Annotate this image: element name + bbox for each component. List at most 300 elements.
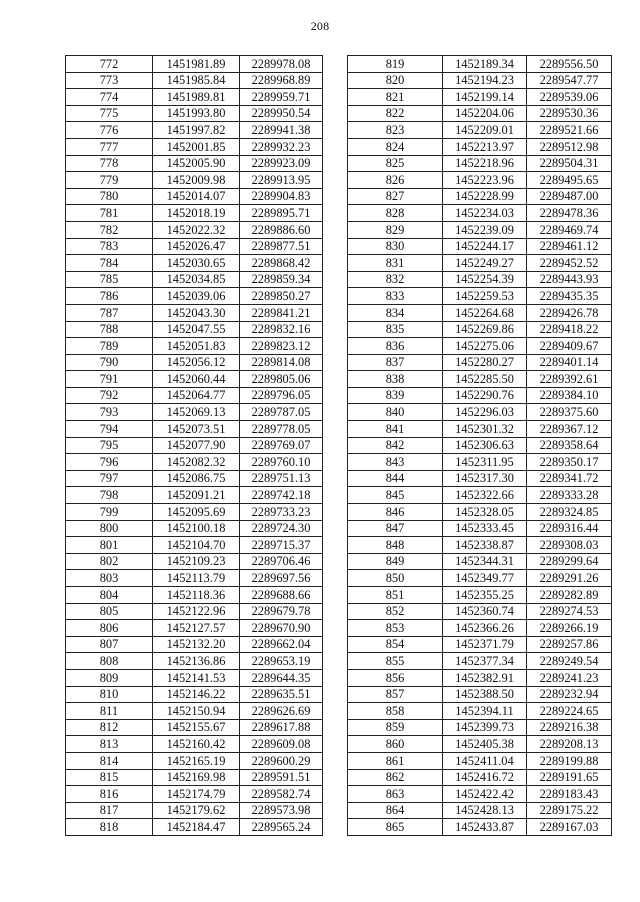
table-row [348,172,612,189]
point-number-cell: 823 [348,122,443,139]
y-coordinate-cell: 2289461.12 [527,238,612,255]
point-number-cell: 865 [348,819,443,836]
x-coordinate-cell: 1452301.32 [443,421,527,438]
coordinates-table-right [347,55,612,836]
x-coordinate-cell: 1452179.62 [153,802,240,819]
y-coordinate-cell: 2289418.22 [527,321,612,338]
y-coordinate-cell: 2289923.09 [240,155,323,172]
table-row [66,653,323,670]
x-coordinate-cell: 1451985.84 [153,72,240,89]
y-coordinate-cell: 2289478.36 [527,205,612,222]
coordinates-table-left [65,55,323,836]
y-coordinate-cell: 2289662.04 [240,636,323,653]
x-coordinate-cell: 1452009.98 [153,172,240,189]
y-coordinate-cell: 2289530.36 [527,105,612,122]
y-coordinate-cell: 2289282.89 [527,587,612,604]
table-row [348,255,612,272]
point-number-cell: 841 [348,421,443,438]
y-coordinate-cell: 2289932.23 [240,138,323,155]
y-coordinate-cell: 2289224.65 [527,703,612,720]
point-number-cell: 821 [348,89,443,106]
table-row [66,421,323,438]
x-coordinate-cell: 1452165.19 [153,752,240,769]
point-number-cell: 844 [348,470,443,487]
point-number-cell: 852 [348,603,443,620]
y-coordinate-cell: 2289333.28 [527,487,612,504]
x-coordinate-cell: 1452394.11 [443,703,527,720]
x-coordinate-cell: 1452051.83 [153,338,240,355]
y-coordinate-cell: 2289895.71 [240,205,323,222]
y-coordinate-cell: 2289316.44 [527,520,612,537]
point-number-cell: 824 [348,138,443,155]
table-row [66,553,323,570]
point-number-cell: 838 [348,371,443,388]
x-coordinate-cell: 1452422.42 [443,786,527,803]
y-coordinate-cell: 2289778.05 [240,421,323,438]
table-row [348,105,612,122]
table-row [66,437,323,454]
point-number-cell: 780 [66,188,153,205]
table-row [348,238,612,255]
point-number-cell: 828 [348,205,443,222]
y-coordinate-cell: 2289941.38 [240,122,323,139]
point-number-cell: 843 [348,454,443,471]
point-number-cell: 846 [348,504,443,521]
table-row [66,172,323,189]
table-row [348,89,612,106]
y-coordinate-cell: 2289670.90 [240,620,323,637]
table-row [348,321,612,338]
point-number-cell: 787 [66,304,153,321]
point-number-cell: 809 [66,669,153,686]
y-coordinate-cell: 2289805.06 [240,371,323,388]
point-number-cell: 799 [66,504,153,521]
x-coordinate-cell: 1452228.99 [443,188,527,205]
x-coordinate-cell: 1452333.45 [443,520,527,537]
y-coordinate-cell: 2289452.52 [527,255,612,272]
x-coordinate-cell: 1452184.47 [153,819,240,836]
x-coordinate-cell: 1452209.01 [443,122,527,139]
table-row [348,553,612,570]
table-row [348,620,612,637]
y-coordinate-cell: 2289653.19 [240,653,323,670]
table-row [66,504,323,521]
x-coordinate-cell: 1452047.55 [153,321,240,338]
table-row [66,570,323,587]
x-coordinate-cell: 1452311.95 [443,454,527,471]
point-number-cell: 856 [348,669,443,686]
table-row [348,271,612,288]
table-row [348,454,612,471]
table-row [348,802,612,819]
point-number-cell: 804 [66,587,153,604]
point-number-cell: 818 [66,819,153,836]
point-number-cell: 782 [66,221,153,238]
table-row [348,703,612,720]
table-row [348,188,612,205]
y-coordinate-cell: 2289769.07 [240,437,323,454]
table-row [66,122,323,139]
table-row [66,371,323,388]
table-row [66,819,323,836]
point-number-cell: 789 [66,338,153,355]
table-row [66,520,323,537]
table-row [66,72,323,89]
y-coordinate-cell: 2289733.23 [240,504,323,521]
table-row [348,421,612,438]
point-number-cell: 795 [66,437,153,454]
point-number-cell: 825 [348,155,443,172]
point-number-cell: 785 [66,271,153,288]
x-coordinate-cell: 1452349.77 [443,570,527,587]
x-coordinate-cell: 1452296.03 [443,404,527,421]
y-coordinate-cell: 2289443.93 [527,271,612,288]
x-coordinate-cell: 1452218.96 [443,155,527,172]
y-coordinate-cell: 2289358.64 [527,437,612,454]
x-coordinate-cell: 1452239.09 [443,221,527,238]
point-number-cell: 834 [348,304,443,321]
x-coordinate-cell: 1452100.18 [153,520,240,537]
table-row [348,520,612,537]
point-number-cell: 815 [66,769,153,786]
y-coordinate-cell: 2289591.51 [240,769,323,786]
point-number-cell: 820 [348,72,443,89]
y-coordinate-cell: 2289375.60 [527,404,612,421]
point-number-cell: 840 [348,404,443,421]
table-row [348,122,612,139]
table-row [66,221,323,238]
x-coordinate-cell: 1452136.86 [153,653,240,670]
point-number-cell: 783 [66,238,153,255]
x-coordinate-cell: 1452109.23 [153,553,240,570]
x-coordinate-cell: 1452189.34 [443,56,527,73]
point-number-cell: 842 [348,437,443,454]
x-coordinate-cell: 1452264.68 [443,304,527,321]
table-row [66,288,323,305]
y-coordinate-cell: 2289823.12 [240,338,323,355]
table-row [66,802,323,819]
x-coordinate-cell: 1451981.89 [153,56,240,73]
x-coordinate-cell: 1452174.79 [153,786,240,803]
table-row [348,304,612,321]
table-row [348,603,612,620]
point-number-cell: 833 [348,288,443,305]
point-number-cell: 816 [66,786,153,803]
x-coordinate-cell: 1452290.76 [443,387,527,404]
x-coordinate-cell: 1452077.90 [153,437,240,454]
x-coordinate-cell: 1452073.51 [153,421,240,438]
y-coordinate-cell: 2289539.06 [527,89,612,106]
table-row [66,537,323,554]
y-coordinate-cell: 2289644.35 [240,669,323,686]
point-number-cell: 791 [66,371,153,388]
point-number-cell: 797 [66,470,153,487]
point-number-cell: 853 [348,620,443,637]
table-row [348,72,612,89]
x-coordinate-cell: 1451993.80 [153,105,240,122]
point-number-cell: 847 [348,520,443,537]
x-coordinate-cell: 1452399.73 [443,719,527,736]
x-coordinate-cell: 1452317.30 [443,470,527,487]
y-coordinate-cell: 2289175.22 [527,802,612,819]
x-coordinate-cell: 1452371.79 [443,636,527,653]
point-number-cell: 813 [66,736,153,753]
table-row [348,487,612,504]
x-coordinate-cell: 1452056.12 [153,354,240,371]
point-number-cell: 774 [66,89,153,106]
point-number-cell: 807 [66,636,153,653]
table-row [66,56,323,73]
table-row [66,620,323,637]
x-coordinate-cell: 1452254.39 [443,271,527,288]
y-coordinate-cell: 2289609.08 [240,736,323,753]
x-coordinate-cell: 1452030.65 [153,255,240,272]
point-number-cell: 817 [66,802,153,819]
y-coordinate-cell: 2289547.77 [527,72,612,89]
x-coordinate-cell: 1452366.26 [443,620,527,637]
x-coordinate-cell: 1452022.32 [153,221,240,238]
table-row [66,752,323,769]
y-coordinate-cell: 2289877.51 [240,238,323,255]
x-coordinate-cell: 1452160.42 [153,736,240,753]
y-coordinate-cell: 2289384.10 [527,387,612,404]
x-coordinate-cell: 1452388.50 [443,686,527,703]
point-number-cell: 801 [66,537,153,554]
y-coordinate-cell: 2289504.31 [527,155,612,172]
y-coordinate-cell: 2289959.71 [240,89,323,106]
point-number-cell: 849 [348,553,443,570]
point-number-cell: 792 [66,387,153,404]
y-coordinate-cell: 2289573.98 [240,802,323,819]
table-row [66,89,323,106]
y-coordinate-cell: 2289291.26 [527,570,612,587]
point-number-cell: 803 [66,570,153,587]
point-number-cell: 796 [66,454,153,471]
x-coordinate-cell: 1452122.96 [153,603,240,620]
y-coordinate-cell: 2289274.53 [527,603,612,620]
y-coordinate-cell: 2289495.65 [527,172,612,189]
y-coordinate-cell: 2289706.46 [240,553,323,570]
point-number-cell: 802 [66,553,153,570]
x-coordinate-cell: 1452223.96 [443,172,527,189]
y-coordinate-cell: 2289257.86 [527,636,612,653]
y-coordinate-cell: 2289617.88 [240,719,323,736]
point-number-cell: 811 [66,703,153,720]
table-row [348,138,612,155]
x-coordinate-cell: 1452338.87 [443,537,527,554]
y-coordinate-cell: 2289859.34 [240,271,323,288]
x-coordinate-cell: 1452382.91 [443,669,527,686]
point-number-cell: 773 [66,72,153,89]
x-coordinate-cell: 1452416.72 [443,769,527,786]
y-coordinate-cell: 2289697.56 [240,570,323,587]
y-coordinate-cell: 2289409.67 [527,338,612,355]
x-coordinate-cell: 1452064.77 [153,387,240,404]
y-coordinate-cell: 2289208.13 [527,736,612,753]
y-coordinate-cell: 2289350.17 [527,454,612,471]
x-coordinate-cell: 1452132.20 [153,636,240,653]
y-coordinate-cell: 2289487.00 [527,188,612,205]
table-row [348,404,612,421]
x-coordinate-cell: 1452328.05 [443,504,527,521]
y-coordinate-cell: 2289266.19 [527,620,612,637]
x-coordinate-cell: 1452377.34 [443,653,527,670]
y-coordinate-cell: 2289556.50 [527,56,612,73]
y-coordinate-cell: 2289904.83 [240,188,323,205]
point-number-cell: 775 [66,105,153,122]
y-coordinate-cell: 2289401.14 [527,354,612,371]
point-number-cell: 778 [66,155,153,172]
table-row [66,304,323,321]
y-coordinate-cell: 2289688.66 [240,587,323,604]
x-coordinate-cell: 1452259.53 [443,288,527,305]
x-coordinate-cell: 1452194.23 [443,72,527,89]
table-row [66,238,323,255]
table-row [348,686,612,703]
y-coordinate-cell: 2289724.30 [240,520,323,537]
x-coordinate-cell: 1452428.13 [443,802,527,819]
x-coordinate-cell: 1452344.31 [443,553,527,570]
y-coordinate-cell: 2289249.54 [527,653,612,670]
y-coordinate-cell: 2289751.13 [240,470,323,487]
y-coordinate-cell: 2289232.94 [527,686,612,703]
table-row [66,603,323,620]
y-coordinate-cell: 2289679.78 [240,603,323,620]
y-coordinate-cell: 2289600.29 [240,752,323,769]
point-number-cell: 790 [66,354,153,371]
point-number-cell: 836 [348,338,443,355]
table-row [348,354,612,371]
table-row [66,636,323,653]
point-number-cell: 779 [66,172,153,189]
x-coordinate-cell: 1452039.06 [153,288,240,305]
x-coordinate-cell: 1452113.79 [153,570,240,587]
y-coordinate-cell: 2289913.95 [240,172,323,189]
table-row [66,719,323,736]
y-coordinate-cell: 2289435.35 [527,288,612,305]
x-coordinate-cell: 1452280.27 [443,354,527,371]
point-number-cell: 851 [348,587,443,604]
table-row [348,587,612,604]
x-coordinate-cell: 1452169.98 [153,769,240,786]
y-coordinate-cell: 2289582.74 [240,786,323,803]
table-row [348,719,612,736]
table-row [66,338,323,355]
y-coordinate-cell: 2289715.37 [240,537,323,554]
point-number-cell: 864 [348,802,443,819]
x-coordinate-cell: 1452199.14 [443,89,527,106]
table-row [66,205,323,222]
table-row [348,387,612,404]
x-coordinate-cell: 1452005.90 [153,155,240,172]
y-coordinate-cell: 2289886.60 [240,221,323,238]
table-row [66,703,323,720]
point-number-cell: 839 [348,387,443,404]
y-coordinate-cell: 2289796.05 [240,387,323,404]
table-row [348,338,612,355]
y-coordinate-cell: 2289392.61 [527,371,612,388]
y-coordinate-cell: 2289521.66 [527,122,612,139]
table-row [348,786,612,803]
table-row [66,736,323,753]
table-row [66,138,323,155]
y-coordinate-cell: 2289191.65 [527,769,612,786]
x-coordinate-cell: 1452095.69 [153,504,240,521]
x-coordinate-cell: 1452213.97 [443,138,527,155]
y-coordinate-cell: 2289626.69 [240,703,323,720]
x-coordinate-cell: 1452104.70 [153,537,240,554]
table-row [66,155,323,172]
point-number-cell: 798 [66,487,153,504]
table-row [66,387,323,404]
table-row [348,288,612,305]
table-row [66,188,323,205]
y-coordinate-cell: 2289978.08 [240,56,323,73]
table-row [66,454,323,471]
y-coordinate-cell: 2289950.54 [240,105,323,122]
point-number-cell: 784 [66,255,153,272]
y-coordinate-cell: 2289512.98 [527,138,612,155]
point-number-cell: 772 [66,56,153,73]
x-coordinate-cell: 1452001.85 [153,138,240,155]
y-coordinate-cell: 2289341.72 [527,470,612,487]
point-number-cell: 814 [66,752,153,769]
y-coordinate-cell: 2289968.89 [240,72,323,89]
point-number-cell: 845 [348,487,443,504]
y-coordinate-cell: 2289814.08 [240,354,323,371]
table-row [348,570,612,587]
point-number-cell: 829 [348,221,443,238]
point-number-cell: 855 [348,653,443,670]
table-row [348,669,612,686]
point-number-cell: 848 [348,537,443,554]
table-row [348,221,612,238]
y-coordinate-cell: 2289565.24 [240,819,323,836]
point-number-cell: 854 [348,636,443,653]
x-coordinate-cell: 1452244.17 [443,238,527,255]
point-number-cell: 810 [66,686,153,703]
y-coordinate-cell: 2289469.74 [527,221,612,238]
x-coordinate-cell: 1452150.94 [153,703,240,720]
table-row [66,321,323,338]
point-number-cell: 806 [66,620,153,637]
table-row [66,686,323,703]
y-coordinate-cell: 2289787.05 [240,404,323,421]
table-row [348,371,612,388]
y-coordinate-cell: 2289426.78 [527,304,612,321]
point-number-cell: 777 [66,138,153,155]
point-number-cell: 831 [348,255,443,272]
x-coordinate-cell: 1452146.22 [153,686,240,703]
table-row [66,271,323,288]
point-number-cell: 850 [348,570,443,587]
table-row [66,354,323,371]
table-row [348,769,612,786]
table-row [66,769,323,786]
x-coordinate-cell: 1452285.50 [443,371,527,388]
table-row [348,636,612,653]
table-row [348,653,612,670]
x-coordinate-cell: 1452127.57 [153,620,240,637]
table-row [348,819,612,836]
point-number-cell: 861 [348,752,443,769]
y-coordinate-cell: 2289216.38 [527,719,612,736]
x-coordinate-cell: 1452118.36 [153,587,240,604]
point-number-cell: 800 [66,520,153,537]
x-coordinate-cell: 1452269.86 [443,321,527,338]
table-row [348,537,612,554]
x-coordinate-cell: 1451989.81 [153,89,240,106]
